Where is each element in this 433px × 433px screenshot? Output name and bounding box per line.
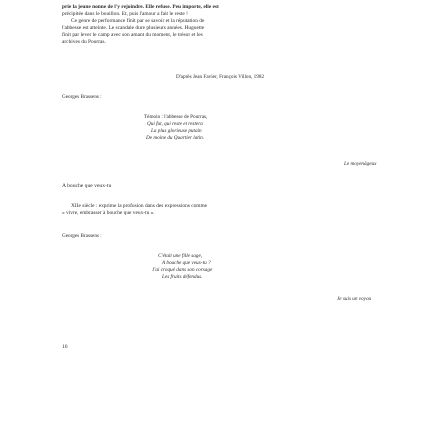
- poem-stanza: [144, 114, 207, 142]
- intro-line: précipitée dans le bouillon. Et, puis l'amour a fait le reste !: [62, 11, 188, 18]
- intro-line: l'abbesse est atteinte. Le scandale dure plusieurs années. Huguette: [62, 25, 205, 32]
- poem-stanza: [152, 253, 213, 281]
- poem-line: Témoin : l'abbesse de Pourras,: [144, 114, 208, 120]
- poem-line: Qui fut, qui reste et restera: [147, 121, 203, 127]
- author-name: Georges Brassens :: [62, 233, 102, 239]
- intro-line: finit par lever le camp avec son amant du moment, le trésor et les: [62, 32, 203, 39]
- section-line: XIIe siècle : exprime la profusion dans des expressions comme: [71, 203, 208, 209]
- poem-line: J'ai croqué dans son corsage: [152, 267, 213, 273]
- poem-line: La plus glorieuse putain: [151, 128, 202, 134]
- poem-line: C'était une fille sage,: [158, 253, 203, 259]
- section-line: « vivre, embrasser à bouche que veux-tu ».: [62, 210, 155, 217]
- song-title: Je suis un voyou: [337, 296, 372, 302]
- poem-line: A bouche que veux-tu ?: [162, 260, 211, 266]
- section-heading: A bouche que veux-tu: [62, 183, 112, 189]
- song-title: Le moyenâgeux: [344, 161, 377, 167]
- intro-line: archives du Pourras.: [62, 39, 106, 46]
- author-name: Georges Brassens :: [62, 94, 102, 100]
- source-credit: D'après Jean Favier, François Villon, 1982: [176, 74, 265, 80]
- intro-line: Ce genre de performance finit par se savoir et la réputation de: [71, 18, 205, 25]
- page-number: 16: [62, 344, 68, 350]
- poem-line: Les fruits défendus.: [162, 274, 203, 280]
- section-paragraph: [62, 203, 384, 217]
- intro-paragraph: [62, 4, 384, 47]
- poem-line: De moine du Quartier latin.: [146, 135, 205, 141]
- intro-line: prie la jeune nonne de l'y rejoindre. Elle refuse. Peu importe, elle est: [62, 4, 219, 10]
